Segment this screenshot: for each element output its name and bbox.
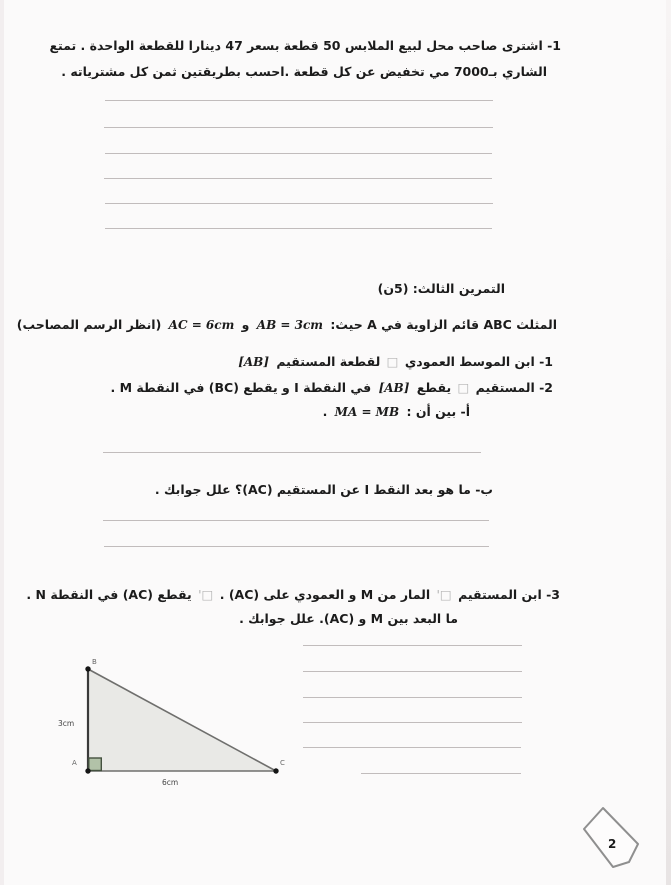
intro-note: (انظر الرسم المصاحب) bbox=[16, 317, 162, 332]
exercise1-line1: 1- اشترى صاحب محل لبيع الملابس 50 قطعة بسعر 47 دينارا للقطعة الواحدة . تمتع bbox=[49, 38, 561, 53]
intro-text: المثلث ABC قائم الزاوية في A حيث: bbox=[330, 317, 557, 332]
segment-ab: [AB] bbox=[238, 355, 269, 369]
answer-line bbox=[361, 773, 521, 774]
exercise3-item3-line2: ما البعد بين M و (AC). علل جوابك . bbox=[239, 611, 458, 626]
missing-symbol-box: □ bbox=[386, 354, 399, 369]
vertex-b-label: B bbox=[92, 658, 97, 666]
exercise3-item2 bbox=[111, 380, 553, 396]
exercise3-item3-line1 bbox=[26, 587, 560, 603]
vertex-c-label: C bbox=[280, 759, 285, 767]
page-number: 2 bbox=[608, 837, 617, 851]
answer-line bbox=[303, 697, 522, 698]
item1-text2: لقطعة المستقيم bbox=[276, 354, 381, 369]
scan-right-edge bbox=[666, 0, 671, 885]
vertex-a-label: A bbox=[72, 759, 77, 767]
scan-left-edge bbox=[0, 0, 4, 885]
answer-line bbox=[303, 747, 521, 748]
answer-line bbox=[103, 452, 481, 453]
vertex-a-dot bbox=[85, 768, 90, 773]
side-ac-length-label: 6cm bbox=[162, 778, 179, 787]
missing-symbol-box: □' bbox=[198, 587, 214, 602]
item3-text1: 3- ابن المستقيم bbox=[458, 587, 560, 602]
item2-text: 2- المستقيم bbox=[475, 380, 553, 395]
answer-line bbox=[104, 178, 492, 179]
item3-text3: يقطع (AC) في النقطة N . bbox=[26, 587, 192, 602]
item2-text3: في النقطة I و يقطع (BC) في النقطة M . bbox=[110, 380, 372, 395]
exercise3-item2a bbox=[323, 404, 470, 420]
item1-text: 1- ابن الموسط العمودي bbox=[404, 354, 553, 369]
length-ac: AC = 6cm bbox=[168, 318, 235, 332]
exercise3-item2b: ب- ما هو بعد النقط I عن المستقيم (AC)؟ علل جوابك . bbox=[154, 482, 493, 497]
answer-line bbox=[104, 546, 489, 547]
answer-line bbox=[105, 228, 492, 229]
missing-symbol-box: □ bbox=[457, 380, 470, 395]
exercise3-item1 bbox=[235, 354, 553, 370]
missing-symbol-box: □' bbox=[436, 587, 452, 602]
intro-conjunction: و bbox=[241, 317, 250, 332]
answer-line bbox=[303, 722, 522, 723]
answer-line bbox=[105, 203, 493, 204]
page-number-marker bbox=[575, 798, 650, 876]
side-ab-length-label: 3cm bbox=[58, 719, 75, 728]
answer-line bbox=[105, 100, 493, 101]
item2a-period: . bbox=[322, 404, 328, 419]
answer-line bbox=[303, 645, 522, 646]
exercise3-intro bbox=[17, 317, 557, 333]
exercise1-line2: الشاري بـ7000 مي تخفيض عن كل قطعة .احسب بطريقتين ثمن كل مشترياته . bbox=[61, 64, 547, 79]
vertex-b-dot bbox=[85, 666, 90, 671]
exercise3-title: التمرين الثالث: (5ن) bbox=[377, 281, 505, 296]
equality-ma-mb: MA = MB bbox=[334, 405, 400, 419]
vertex-c-dot bbox=[273, 768, 278, 773]
answer-line bbox=[104, 127, 493, 128]
item2a-text: أ- بين أن : bbox=[406, 404, 470, 419]
segment-ab: [AB] bbox=[378, 381, 410, 395]
triangle-diagram bbox=[50, 650, 300, 795]
answer-line bbox=[105, 153, 492, 154]
answer-line bbox=[303, 671, 522, 672]
right-angle-marker bbox=[89, 758, 102, 771]
item2-text2: يقطع bbox=[416, 380, 452, 395]
length-ab: AB = 3cm bbox=[256, 318, 323, 332]
item3-text2: المار من M و العمودي على (AC) . bbox=[219, 587, 431, 602]
answer-line bbox=[103, 520, 489, 521]
